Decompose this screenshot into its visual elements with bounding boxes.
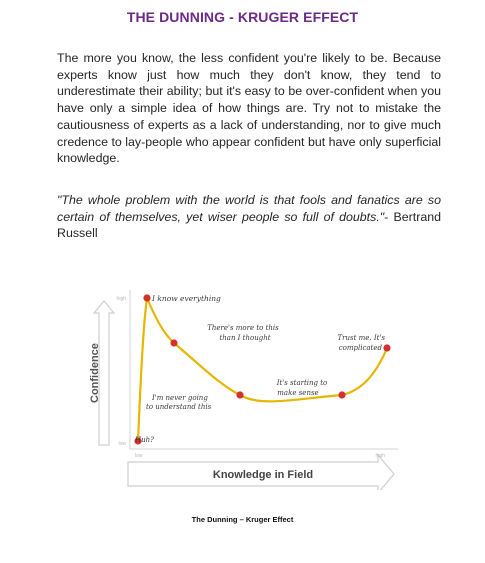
label-more-to-this-2: than I thought [219,334,271,342]
label-starting-2: make sense [277,389,319,397]
label-never-going-2: to understand this [146,403,212,411]
label-complicated-1: Trust me. It's [337,334,385,342]
point-never-going [236,391,243,398]
body-paragraph: The more you know, the less confident you're likely to be. Because experts know just how much they don't know, they tend to underestimate their ability; but it's easy to be over-confident when you have only a simple idea of how things are. Try not to mistake the cautiousness of experts as a lack of understanding, nor to give much credence to lay-people who appear confident but have only superficial knowledge. [57,51,441,166]
label-more-to-this-1: There's more to this [207,324,279,332]
page-title: THE DUNNING - KRUGER EFFECT [126,9,359,25]
x-low-label: low [135,453,143,459]
confidence-curve [138,298,387,441]
quote-author: - Bertrand Russell [57,209,441,241]
y-axis-label: Confidence [89,343,101,403]
label-never-going-1: I'm never going [152,394,208,402]
y-low-label: low [118,441,126,447]
point-complicated [383,344,390,351]
x-axis-label: Knowledge in Field [212,469,314,481]
y-high-label: high [116,296,126,302]
label-huh: Huh? [135,436,154,444]
x-high-label: high [375,453,385,459]
quote-text: "The whole problem with the world is that fools and fanatics are so certain of themselves, yet wiser people so full of doubts." [57,193,441,224]
quote-block [57,192,441,242]
point-more-to-this [170,339,177,346]
label-starting-1: It's starting to [276,379,328,387]
label-know-everything: I know everything [152,294,221,303]
figure-caption: The Dunning – Kruger Effect [191,515,294,524]
label-complicated-2: complicated [338,344,382,352]
chart-svg [80,285,410,490]
point-know-everything [143,294,150,301]
point-starting-to-make-sense [338,391,345,398]
dunning-kruger-chart [80,285,410,490]
